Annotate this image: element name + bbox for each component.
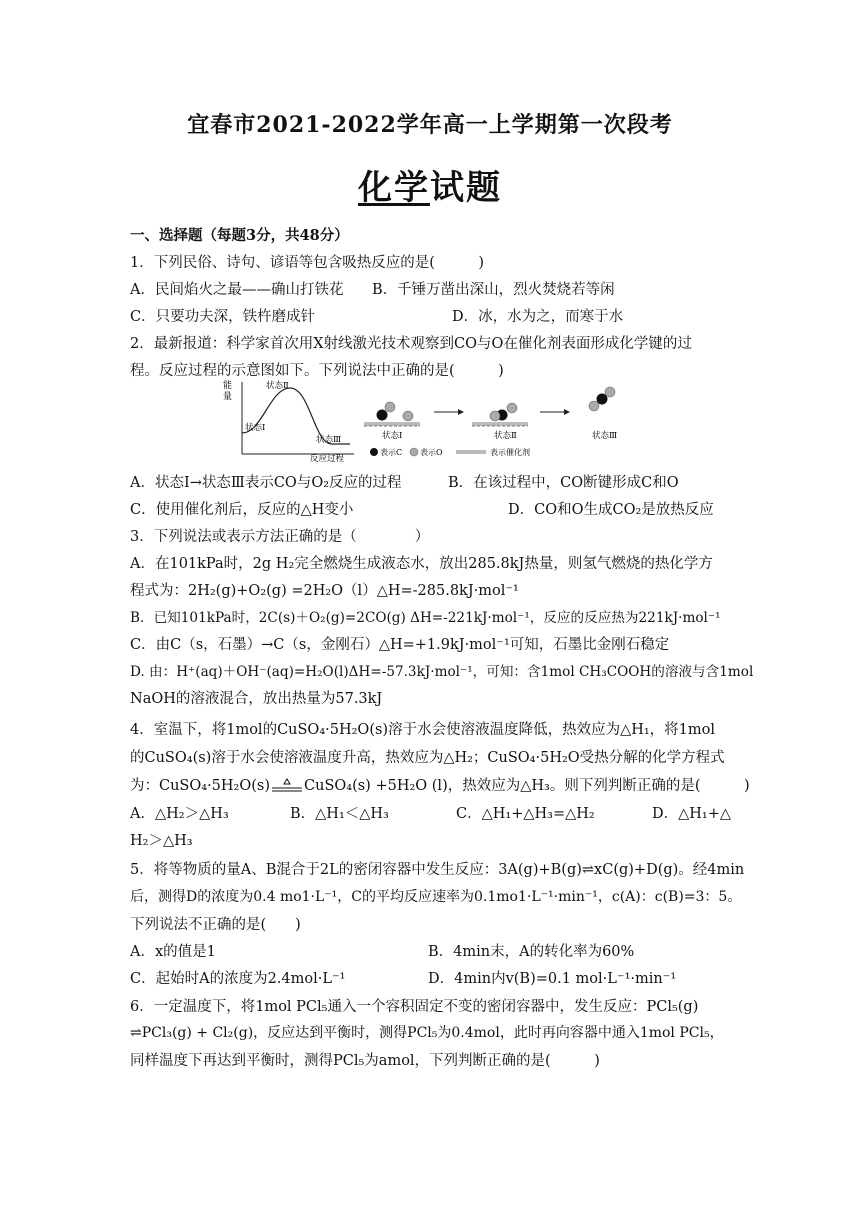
q2-stem-line1: 2．最新报道：科学家首次用X射线激光技术观察到CO与O在催化剂表面形成化学键的过 bbox=[130, 336, 692, 352]
state3-label: 状态Ⅲ bbox=[316, 435, 342, 445]
q6-stem-line2: ⇌PCl₃(g) + Cl₂(g)，反应达到平衡时，测得PCl₅为0.4mol，此时再向容器中通入1mol PCl₅， bbox=[130, 1025, 724, 1041]
q5-stem-line1: 5．将等物质的量A、B混合于2L的密闭容器中发生反应：3A(g)+B(g)⇌xC(g)+D(g)。经4min bbox=[130, 862, 745, 878]
q5-option-a: A．x的值是1 bbox=[130, 944, 216, 960]
q4-option-b: B．△H₁＜△H₃ bbox=[290, 806, 389, 822]
q1-option-a: A．民间焰火之最——确山打铁花 bbox=[130, 282, 344, 298]
exam-subtitle bbox=[0, 160, 860, 209]
legend-carbon: 表示C bbox=[380, 448, 403, 457]
energy-axis-label-2: 量 bbox=[223, 392, 233, 402]
q5-option-c: C．起始时A的浓度为2.4mol·L⁻¹ bbox=[130, 971, 346, 987]
legend-oxygen: 表示O bbox=[420, 448, 443, 457]
energy-axis-label-1: 能 bbox=[223, 381, 233, 391]
q4-option-d-line1: D．△H₁+△ bbox=[652, 806, 732, 822]
q5-option-d: D．4min内v(B)=0.1 mol·L⁻¹·min⁻¹ bbox=[428, 971, 677, 987]
q4-stem-line3 bbox=[130, 774, 750, 795]
q4-option-d-line2: H₂＞△H₃ bbox=[130, 833, 193, 849]
q4-stem-line2: 的CuSO₄(s)溶于水会使溶液温度升高，热效应为△H₂；CuSO₄·5H₂O受热分解的化学方程式 bbox=[130, 750, 725, 766]
q3-option-d-line1: D. 由：H⁺(aq)＋OH⁻(aq)=H₂O(l)ΔH=-57.3kJ·mol⁻¹，可知：含1mol CH₃COOH的溶液与含1mol bbox=[130, 664, 754, 680]
q3-option-d-line2: NaOH的溶液混合，放出热量为57.3kJ bbox=[130, 691, 383, 707]
figure-legend bbox=[370, 447, 530, 457]
section-heading: 一、选择题（每题3分，共48分） bbox=[130, 227, 349, 244]
stage1-surface bbox=[364, 402, 420, 441]
state1-label: 状态Ⅰ bbox=[245, 423, 266, 433]
q2-option-d: D．CO和O生成CO₂是放热反应 bbox=[508, 502, 714, 518]
q4-option-c: C．△H₁+△H₃=△H₂ bbox=[456, 806, 595, 822]
q2-option-c: C．使用催化剂后，反应的△H变小 bbox=[130, 502, 354, 518]
q3-option-b: B．已知101kPa时，2C(s)＋O₂(g)=2CO(g) ΔH=-221kJ·mol⁻¹，反应的反应热为221kJ·mol⁻¹ bbox=[130, 610, 721, 626]
legend-catalyst: 表示催化剂 bbox=[490, 448, 530, 457]
q4-stem-line1: 4．室温下，将1mol的CuSO₄·5H₂O(s)溶于水会使溶液温度降低，热效应为△H₁，将1mol bbox=[130, 722, 716, 738]
q4-equation-left: 为：CuSO₄·5H₂O(s) bbox=[130, 778, 271, 794]
q1-stem: 1．下列民俗、诗句、谚语等包含吸热反应的是( ) bbox=[130, 255, 485, 271]
exam-title: 宜春市2021-2022学年高一上学期第一次段考 bbox=[187, 112, 673, 138]
q4-equation-right: CuSO₄(s) +5H₂O (l)，热效应为△H₃。则下列判断正确的是( ) bbox=[304, 778, 750, 794]
q1-option-c: C．只要功夫深，铁杵磨成针 bbox=[130, 309, 316, 325]
q4-option-a: A．△H₂＞△H₃ bbox=[130, 806, 229, 822]
stage2-label: 状态Ⅱ bbox=[494, 431, 517, 441]
stage2-surface bbox=[472, 403, 528, 441]
q2-option-b: B．在该过程中，CO断键形成C和O bbox=[448, 475, 679, 491]
stage3-label: 状态Ⅲ bbox=[592, 431, 618, 441]
q5-option-b: B．4min末，A的转化率为60% bbox=[428, 944, 635, 960]
q5-stem-line2: 后，测得D的浓度为0.4 mo1·L⁻¹，C的平均反应速率为0.1mo1·L⁻¹·min⁻¹，c(A)：c(B)=3：5。 bbox=[130, 889, 742, 905]
state2-label: 状态Ⅱ bbox=[266, 381, 289, 391]
q3-option-a-line1: A．在101kPa时，2g H₂完全燃烧生成液态水，放出285.8kJ热量，则氢气燃烧的热化学方 bbox=[130, 556, 713, 572]
heat-reaction-arrow-icon bbox=[270, 778, 304, 794]
q3-option-c: C．由C（s，石墨）→C（s，金刚石）△H=+1.9kJ·mol⁻¹可知，石墨比金刚石稳定 bbox=[130, 637, 670, 653]
q1-option-d: D．冰，水为之，而寒于水 bbox=[452, 309, 624, 325]
q6-stem-line1: 6．一定温度下，将1mol PCl₅通入一个容积固定不变的密闭容器中，发生反应：PCl₅(g) bbox=[130, 999, 699, 1015]
q2-option-a: A．状态Ⅰ→状态Ⅲ表示CO与O₂反应的过程 bbox=[130, 475, 402, 491]
q2-stem-line2: 程。反应过程的示意图如下。下列说法中正确的是( ) bbox=[130, 363, 504, 379]
stage3-product bbox=[589, 387, 617, 441]
q6-stem-line3: 同样温度下再达到平衡时，测得PCl₅为amol，下列判断正确的是( ) bbox=[130, 1053, 600, 1069]
subtitle-underlined: 化学 bbox=[358, 168, 430, 208]
subtitle-rest: 试题 bbox=[430, 168, 502, 208]
q1-option-b: B．千锤万凿出深山，烈火焚烧若等闲 bbox=[372, 282, 615, 298]
q3-stem: 3．下列说法或表示方法正确的是（ ） bbox=[130, 529, 430, 545]
q5-stem-line3: 下列说法不正确的是( ) bbox=[130, 917, 301, 933]
reaction-process-figure bbox=[222, 378, 642, 462]
energy-diagram bbox=[223, 379, 354, 462]
q3-option-a-line2: 程式为：2H₂(g)+O₂(g) =2H₂O（l）△H=-285.8kJ·mol⁻¹ bbox=[130, 583, 519, 599]
stage1-label: 状态Ⅰ bbox=[382, 431, 403, 441]
x-axis-label: 反应过程 bbox=[310, 454, 345, 462]
